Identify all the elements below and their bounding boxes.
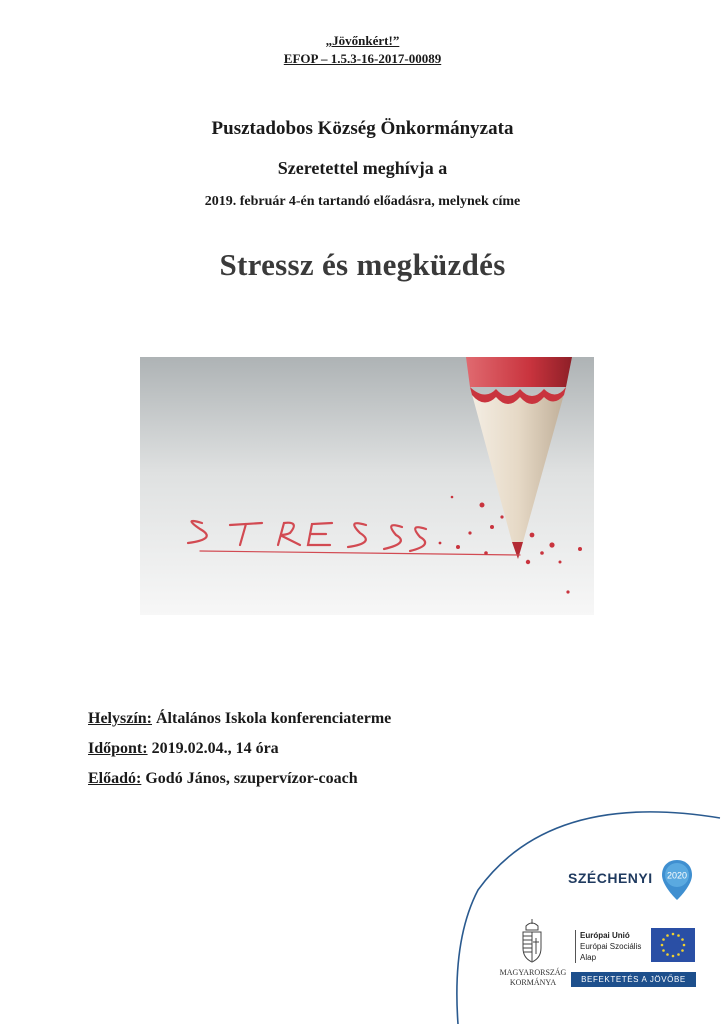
detail-speaker xyxy=(88,770,358,788)
speaker-value: Godó János, szupervízor-coach xyxy=(141,770,358,787)
szechenyi-2020-pin-icon xyxy=(660,858,694,902)
eu-line3: Alap xyxy=(580,953,597,962)
project-code: EFOP – 1.5.3-16-2017-00089 xyxy=(283,51,442,66)
szechenyi-arc-decoration xyxy=(430,800,725,1024)
detail-time xyxy=(88,740,279,758)
government-line1: MAGYARORSZÁG xyxy=(499,968,567,977)
invite-line: Szeretettel meghívja a xyxy=(277,158,448,178)
eu-line2: Európai Szociális xyxy=(580,942,642,951)
szechenyi-year: 2020 xyxy=(666,870,688,881)
szechenyi-logo-text: SZÉCHENYI xyxy=(568,870,653,886)
lecture-title: Stressz és megküzdés xyxy=(219,247,506,282)
venue-value: Általános Iskola konferenciaterme xyxy=(152,710,392,727)
detail-venue xyxy=(88,710,391,728)
time-value: 2019.02.04., 14 óra xyxy=(147,740,279,757)
program-name: „Jövőnkért!” xyxy=(325,33,400,48)
eu-flag-icon xyxy=(651,928,695,962)
eu-line1: Európai Unió xyxy=(580,931,630,940)
government-label xyxy=(497,968,569,988)
venue-label: Helyszín: xyxy=(88,710,152,727)
speaker-label: Előadó: xyxy=(88,770,142,787)
hungarian-coat-of-arms-icon xyxy=(512,918,552,966)
organization-name: Pusztadobos Község Önkormányzata xyxy=(211,118,514,139)
investment-banner: BEFEKTETÉS A JÖVŐBE xyxy=(571,972,696,987)
government-line2: KORMÁNYA xyxy=(509,978,557,987)
stress-pencil-image xyxy=(140,357,594,615)
eu-fund-text xyxy=(575,930,641,963)
date-line: 2019. február 4-én tartandó előadásra, melynek címe xyxy=(204,194,521,209)
time-label: Időpont: xyxy=(88,740,148,757)
